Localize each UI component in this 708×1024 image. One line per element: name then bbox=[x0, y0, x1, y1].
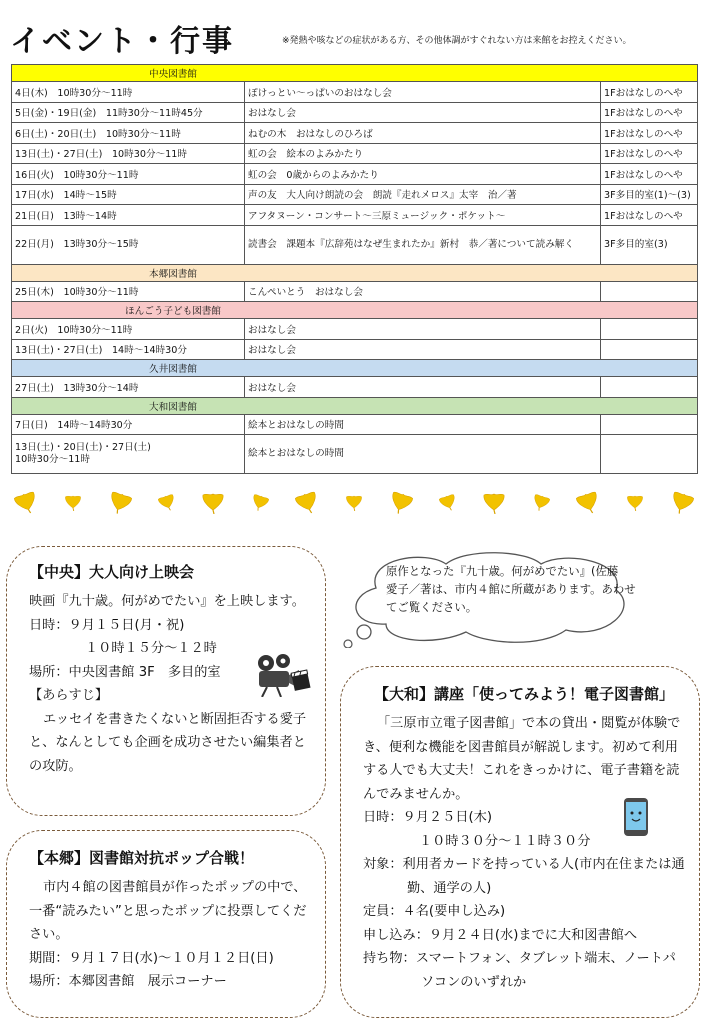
event-date-cell: 13日(土)・27日(土) 14時～14時30分 bbox=[12, 339, 245, 360]
event-date-cell: 7日(日) 14時～14時30分 bbox=[12, 414, 245, 435]
thought-text: 原作となった『九十歳。何がめでたい』(佐藤 愛子／著は、市内４館に所蔵があります。あわせてご覧ください。 bbox=[386, 564, 636, 614]
ginkgo-divider bbox=[14, 488, 694, 516]
event-row bbox=[12, 143, 698, 164]
ginkgo-leaf-icon bbox=[436, 491, 459, 514]
event-date-cell: 16日(火) 10時30分～11時 bbox=[12, 164, 245, 185]
library-section-header bbox=[12, 397, 698, 414]
event-place-cell bbox=[601, 377, 698, 398]
yamato-lecture-capacity: 定員：４名(要申し込み) bbox=[363, 904, 506, 919]
event-date-cell: 21日(日) 13時～14時 bbox=[12, 205, 245, 226]
event-date-cell: 17日(水) 14時～15時 bbox=[12, 184, 245, 205]
yamato-lecture-panel bbox=[340, 666, 700, 1018]
event-event-cell: こんぺいとう おはなし会 bbox=[245, 281, 601, 302]
hongo-pop-heading: 【本郷】図書館対抗ポップ合戦！ bbox=[29, 849, 255, 867]
event-row bbox=[12, 377, 698, 398]
ginkgo-leaf-icon bbox=[249, 491, 272, 514]
chuo-movie-time: １０時１５分～１２時 bbox=[85, 641, 217, 656]
ginkgo-leaf-icon bbox=[105, 487, 135, 517]
event-date-cell: 13日(土)・20日(土)・27日(土) 10時30分～11時 bbox=[12, 435, 245, 474]
ginkgo-leaf-icon bbox=[201, 490, 225, 514]
event-place-cell: 1Fおはなしのへや bbox=[601, 205, 698, 226]
event-date-cell: 27日(土) 13時30分～14時 bbox=[12, 377, 245, 398]
event-event-cell: 絵本とおはなしの時間 bbox=[245, 414, 601, 435]
hongo-pop-period: 期間：９月１７日(水)～１０月１２日(日) bbox=[29, 950, 274, 966]
event-place-cell: 3F多目的室(3) bbox=[601, 225, 698, 264]
event-date-cell: 22日(月) 13時30分～15時 bbox=[12, 225, 245, 264]
event-row bbox=[12, 164, 698, 185]
hongo-pop-intro: 市内４館の図書館員が作ったポップの中で、一番“読みたい”と思ったポップに投票してください。 bbox=[29, 880, 307, 942]
event-place-cell: 1Fおはなしのへや bbox=[601, 102, 698, 123]
chuo-movie-date: 日時：９月１５日(月・祝) bbox=[29, 617, 185, 633]
event-row bbox=[12, 225, 698, 264]
event-place-cell: 1Fおはなしのへや bbox=[601, 164, 698, 185]
ginkgo-leaf-icon bbox=[573, 487, 603, 517]
ginkgo-leaf-icon bbox=[482, 490, 506, 514]
ginkgo-leaf-icon bbox=[11, 487, 41, 517]
chuo-movie-synopsis: エッセイを書きたくないと断固拒否する愛子と、なんとしても企画を成功させたい編集者との攻防。 bbox=[29, 711, 307, 774]
event-event-cell: ぽけっとい～っぱいのおはなし会 bbox=[245, 82, 601, 103]
event-event-cell: 虹の会 0歳からのよみかたり bbox=[245, 164, 601, 185]
event-place-cell: 1Fおはなしのへや bbox=[601, 143, 698, 164]
hongo-pop-place: 場所：本郷図書館 展示コーナー bbox=[29, 974, 227, 989]
hongo-pop-panel bbox=[6, 830, 326, 1018]
yamato-lecture-heading: 【大和】講座「使ってみよう！電子図書館」 bbox=[373, 685, 674, 703]
page-title: イベント・行事 bbox=[10, 24, 234, 59]
ginkgo-leaf-icon bbox=[626, 493, 644, 511]
yamato-lecture-time: １０時３０分～１１時３０分 bbox=[419, 833, 591, 849]
yamato-lecture-intro: 「三原市立電子図書館」で本の貸出・閲覧が体験でき、便利な機能を図書館員が解説します。初めて利用する人でも大丈夫！これをきっかけに、電子書籍を読んでみませんか。 bbox=[363, 716, 681, 802]
chuo-movie-synopsis-label: 【あらすじ】 bbox=[29, 688, 109, 703]
yamato-lecture-date: 日時：９月２５日(木) bbox=[363, 810, 492, 825]
event-row bbox=[12, 205, 698, 226]
chuo-movie-heading: 【中央】大人向け上映会 bbox=[29, 563, 195, 581]
film-camera-icon bbox=[253, 651, 311, 697]
event-date-cell: 5日(金)・19日(金) 11時30分～11時45分 bbox=[12, 102, 245, 123]
library-name: ほんごう子ども図書館 bbox=[125, 306, 221, 317]
event-event-cell: 読書会 課題本『広辞苑はなぜ生まれたか』新村 恭／著について読み解く bbox=[245, 225, 601, 264]
event-date-cell: 4日(木) 10時30分～11時 bbox=[12, 82, 245, 103]
ginkgo-leaf-icon bbox=[64, 493, 82, 511]
ginkgo-leaf-icon bbox=[155, 491, 178, 514]
yamato-lecture-bring: 持ち物：スマートフォン、タブレット端末、ノートパソコンのいずれか bbox=[363, 951, 676, 990]
event-place-cell bbox=[601, 319, 698, 340]
event-event-cell: 声の友 大人向け朗読の会 朗読『走れメロス』太宰 治／著 bbox=[245, 184, 601, 205]
event-event-cell: 虹の会 絵本のよみかたり bbox=[245, 143, 601, 164]
event-event-cell: おはなし会 bbox=[245, 102, 601, 123]
event-place-cell bbox=[601, 414, 698, 435]
event-event-cell: ねむの木 おはなしのひろば bbox=[245, 123, 601, 144]
library-name: 本郷図書館 bbox=[149, 268, 197, 280]
library-name: 久井図書館 bbox=[149, 364, 197, 375]
ginkgo-leaf-icon bbox=[386, 487, 416, 517]
event-row bbox=[12, 123, 698, 144]
library-name: 大和図書館 bbox=[149, 401, 197, 413]
event-date-cell: 6日(土)・20日(土) 10時30分～11時 bbox=[12, 123, 245, 144]
event-row bbox=[12, 102, 698, 123]
event-place-cell: 1Fおはなしのへや bbox=[601, 82, 698, 103]
yamato-lecture-apply: 申し込み：９月２４日(水)までに大和図書館へ bbox=[363, 927, 638, 943]
events-table bbox=[11, 64, 698, 474]
event-date-cell: 2日(火) 10時30分～11時 bbox=[12, 319, 245, 340]
library-section-header bbox=[12, 65, 698, 82]
ginkgo-leaf-icon bbox=[667, 487, 697, 517]
event-place-cell bbox=[601, 435, 698, 474]
event-event-cell: おはなし会 bbox=[245, 339, 601, 360]
chuo-movie-place: 場所：中央図書館 3F 多目的室 bbox=[29, 664, 221, 680]
event-event-cell: アフタヌーン・コンサート～三原ミュージック・ポケット～ bbox=[245, 205, 601, 226]
event-place-cell: 3F多目的室(1)～(3) bbox=[601, 184, 698, 205]
yamato-lecture-target: 対象：利用者カードを持っている人(市内在住または通勤、通学の人) bbox=[363, 857, 685, 896]
event-row bbox=[12, 435, 698, 474]
ginkgo-leaf-icon bbox=[345, 493, 363, 511]
library-section-header bbox=[12, 264, 698, 281]
event-place-cell bbox=[601, 281, 698, 302]
event-place-cell bbox=[601, 339, 698, 360]
event-row bbox=[12, 414, 698, 435]
ginkgo-leaf-icon bbox=[530, 491, 553, 514]
event-event-cell: おはなし会 bbox=[245, 377, 601, 398]
chuo-movie-panel bbox=[6, 546, 326, 816]
event-row bbox=[12, 184, 698, 205]
event-event-cell: おはなし会 bbox=[245, 319, 601, 340]
library-name: 中央図書館 bbox=[149, 69, 197, 80]
event-place-cell: 1Fおはなしのへや bbox=[601, 123, 698, 144]
event-row bbox=[12, 319, 698, 340]
chuo-movie-intro: 映画『九十歳。何がめでたい』を上映します。 bbox=[29, 594, 305, 609]
library-section-header bbox=[12, 302, 698, 319]
health-notice: ※発熱や咳などの症状がある方、その他体調がすぐれない方は来館をお控えください。 bbox=[282, 36, 632, 46]
ginkgo-leaf-icon bbox=[292, 487, 322, 517]
event-date-cell: 25日(木) 10時30分～11時 bbox=[12, 281, 245, 302]
event-row bbox=[12, 82, 698, 103]
smartphone-icon bbox=[623, 797, 649, 837]
event-row bbox=[12, 339, 698, 360]
event-date-cell: 13日(土)・27日(土) 10時30分～11時 bbox=[12, 143, 245, 164]
library-section-header bbox=[12, 360, 698, 377]
event-row bbox=[12, 281, 698, 302]
event-event-cell: 絵本とおはなしの時間 bbox=[245, 435, 601, 474]
